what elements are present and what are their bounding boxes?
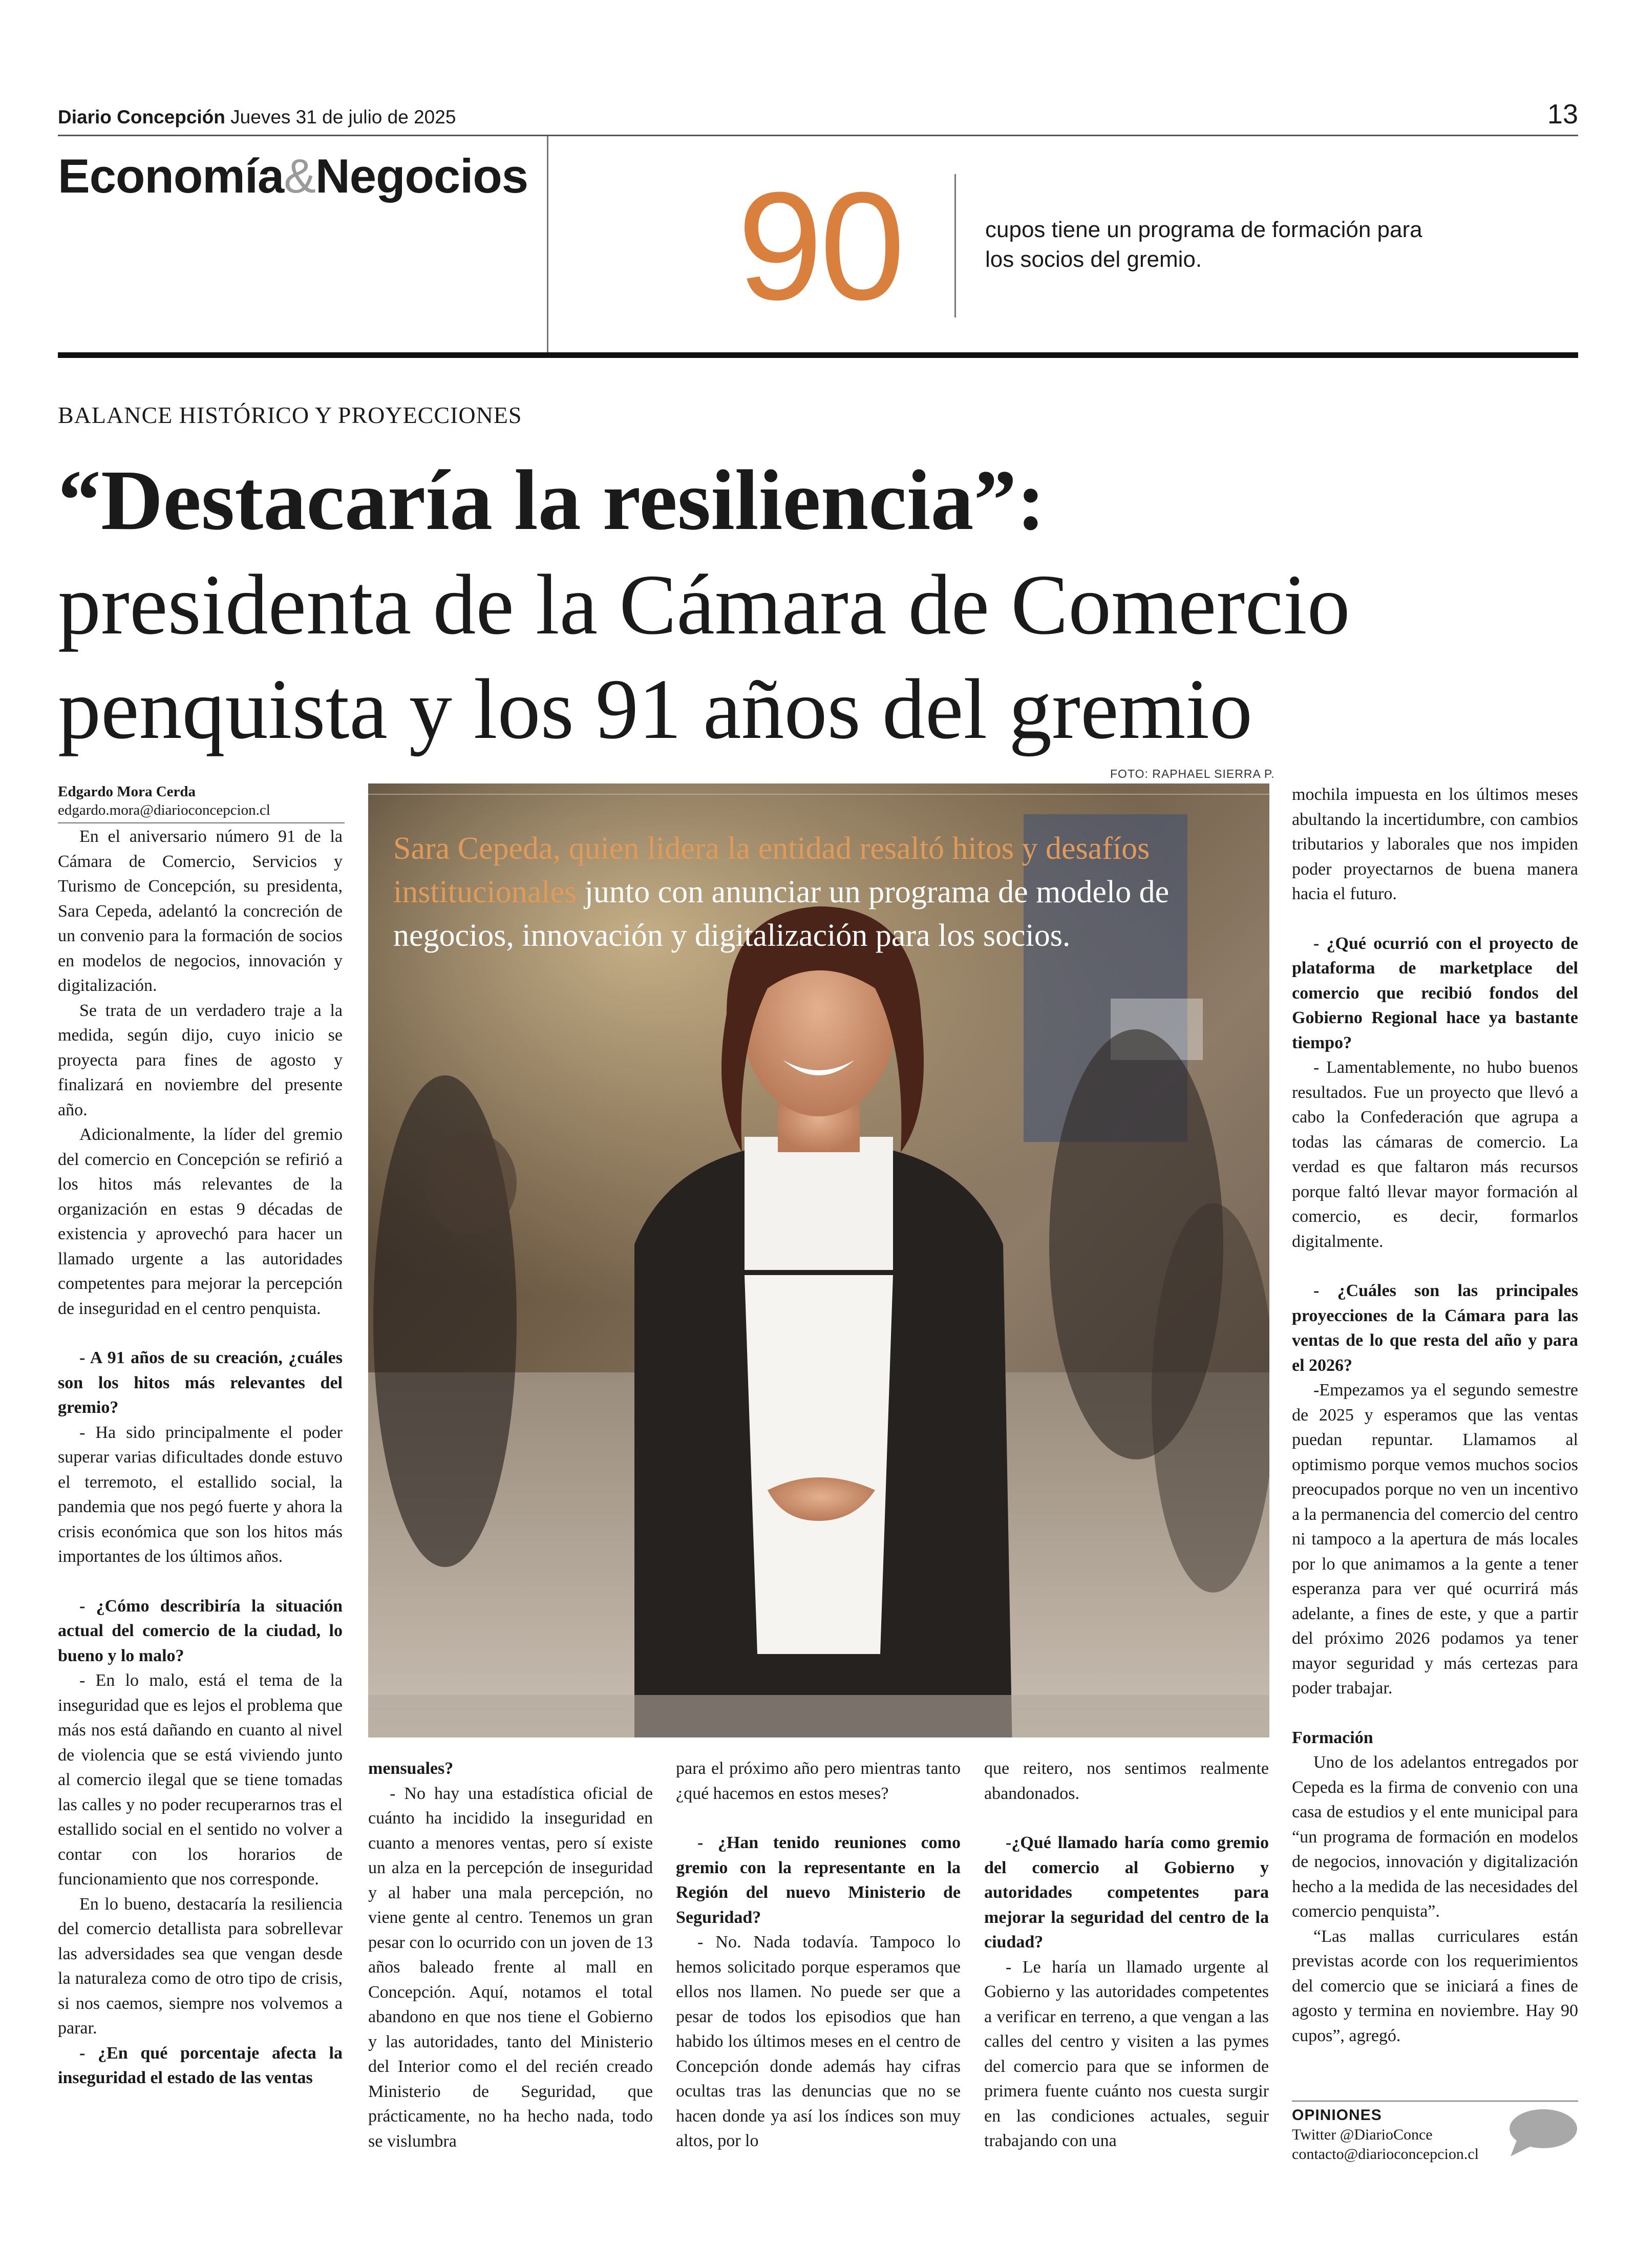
photo-credit: FOTO: RAPHAEL SIERRA P. <box>1110 767 1275 780</box>
opinions-label: OPINIONES <box>1292 2107 1382 2124</box>
photo-caption <box>393 827 1259 958</box>
header-thick-rule <box>58 352 1578 358</box>
interview-question: - A 91 años de su creación, ¿cuáles son los hitos más relevantes del gremio? <box>58 1348 343 1417</box>
article-headline <box>58 448 1578 761</box>
opinions-email[interactable]: contacto@diarioconcepcion.cl <box>1292 2146 1479 2163</box>
section-title-amp: & <box>284 149 315 203</box>
interview-answer: - En lo malo, está el tema de la inseguridad que es lejos el problema que más nos está dañando en cuanto al nivel de violencia que se está viviendo junto al comercio ilegal que se tiene tomadas las calles y no poder recuperarnos tras el estallido social en el sentido no volver a contar con los horarios de funcionamiento que nos corresponde. <box>58 1671 343 1889</box>
highlight-number: 90 <box>737 160 902 332</box>
body-paragraph: Adicionalmente, la líder del gremio del comercio en Concepción se refirió a los hitos más relevantes de la organización en estas 9 décadas de existencia y aprovechó para hacer un llamado urgente a las autoridades competentes para mejorar la percepción de inseguridad en el centro penquista. <box>58 1125 343 1318</box>
author-name: Edgardo Mora Cerda <box>58 783 196 800</box>
photo-caption-rest: junto con anunciar un programa de modelo de negocios, innovación y digitalización para los socios. <box>393 875 1170 953</box>
interview-answer-continued: mochila impuesta en los últimos meses abultando la incertidumbre, con cambios tributarios y laborales que nos impiden poder proyectarnos de buena manera hacia el futuro. <box>1292 785 1578 903</box>
interview-answer: - No hay una estadística oficial de cuánto ha incidido la inseguridad en cuanto a menores ventas, pero sí existe un alza en la percepción de inseguridad y al haber una mala percepción, no viene gente al centro. Tenemos un gran pesar con lo ocurrido con un joven de 13 años baleado frente al mall en Concepción. Aquí, notamos el total abandono en que nos tiene el Gobierno y las autoridades, tanto del Ministerio del Interior como el del recién creado Ministerio de Seguridad, que prácticamente, no ha hecho nada, todo se vislumbra <box>368 1784 653 2151</box>
opinions-rule <box>1292 2101 1578 2102</box>
subheading: Formación <box>1292 1728 1373 1747</box>
article-kicker: BALANCE HISTÓRICO Y PROYECCIONES <box>58 402 522 428</box>
interview-answer: - No. Nada todavía. Tampoco lo hemos solicitado porque esperamos que ellos nos llamen. No puede ser que a pesar de todos los episodios que han habido los últimos meses en el centro de Concepción donde además hay cifras ocultas tras las denuncias que no se hacen donde ya así los índices son muy altos, por lo <box>676 1933 961 2150</box>
publication-name: Diario Concepción <box>58 107 225 128</box>
interview-question: - ¿Han tenido reuniones como gremio con la representante en la Región del nuevo Ministerio de Seguridad? <box>676 1833 961 1927</box>
publication-date: Jueves 31 de julio de 2025 <box>230 107 456 128</box>
interview-answer-continued: para el próximo año pero mientras tanto ¿qué hacemos en estos meses? <box>676 1759 961 1803</box>
section-title-part2: Negocios <box>315 149 528 203</box>
interview-question: - ¿Cuáles son las principales proyecciones de la Cámara para las ventas de lo que resta del año y para el 2026? <box>1292 1281 1578 1375</box>
interview-answer-continued: que reitero, nos sentimos realmente abandonados. <box>984 1759 1269 1803</box>
interview-answer: En lo bueno, destacaría la resiliencia del comercio detallista para sobrellevar las adversidades sea que vengan desde la naturaleza como de otro tipo de crisis, si nos caemos, siempre nos volvemos a parar. <box>58 1894 343 2038</box>
interview-answer: - Lamentablemente, no hubo buenos resultados. Fue un proyecto que llevó a cabo la Confederación que agrupa a todas las cámaras de comercio. La verdad es que faltaron más recursos porque faltó llevar mayor formación al comercio, es decir, formarlos digitalmente. <box>1292 1058 1578 1251</box>
body-paragraph: Uno de los adelantos entregados por Cepeda es la firma de convenio con una casa de estudios y el ente municipal para “un programa de formación en modelos de negocios, innovación y digitalización hecho a la medida de las necesidades del comercio penquista”. <box>1292 1753 1578 1921</box>
article-column-2 <box>368 1756 653 2154</box>
interview-question: - ¿Qué ocurrió con el proyecto de plataforma de marketplace del comercio que recibió fondos del Gobierno Regional hace ya bastante tiempo? <box>1292 934 1578 1052</box>
masthead-line <box>58 107 456 128</box>
author-email: edgardo.mora@diarioconcepcion.cl <box>58 802 270 818</box>
opinions-twitter[interactable]: Twitter @DiarioConce <box>1292 2126 1433 2143</box>
headline-line3: penquista y los 91 años del gremio <box>58 662 1252 757</box>
highlight-divider <box>954 174 956 317</box>
body-paragraph: “Las mallas curriculares están previstas acorde con los requerimientos del comercio que se iniciará a fines de agosto y termina en noviembre. Hay 90 cupos”, agregó. <box>1292 1926 1578 2045</box>
speech-bubble-icon <box>1506 2107 1578 2161</box>
interview-question-continued: mensuales? <box>368 1759 454 1778</box>
article-column-1 <box>58 824 343 2091</box>
page-number: 13 <box>1547 99 1578 130</box>
interview-answer: - Ha sido principalmente el poder superar varias dificultades donde estuvo el terremoto, el estallido social, la pandemia que nos pegó fuerte y ahora la crisis económica que son los hitos más importantes de los últimos años. <box>58 1423 343 1566</box>
interview-answer: - Le haría un llamado urgente al Gobierno y las autoridades competentes a verificar en terreno, a que vengan a las calles del centro y visiten a las pymes del comercio para que se informen de primera fuente cuánto nos cuesta surgir en las condiciones actuales, seguir trabajando con una <box>984 1957 1269 2150</box>
header-rule <box>58 135 1578 136</box>
interview-answer: -Empezamos ya el segundo semestre de 2025 y esperamos que las ventas puedan repuntar. Llamamos al optimismo porque vemos muchos socios preocupados porque no ven un incentivo a la permanencia del comercio del centro ni tampoco a la apertura de más locales por lo que animamos a la gente a tener esperanza para ver qué ocurrirá más adelante, a fines de este, y que a partir del próximo 2026 podamos ya tener mayor seguridad y más certezas para poder trabajar. <box>1292 1381 1578 1698</box>
headline-bold: “Destacaría la resiliencia”: <box>58 453 1046 548</box>
body-paragraph: En el aniversario número 91 de la Cámara de Comercio, Servicios y Turismo de Concepción, su presidenta, Sara Cepeda, adelantó la concreción de un convenio para la formación de socios en modelos de negocios, innovación y digitalización. <box>58 827 343 995</box>
headline-line2: presidenta de la Cámara de Comercio <box>58 557 1350 652</box>
article-column-5 <box>1292 782 1578 2048</box>
article-column-3 <box>676 1756 961 2154</box>
byline <box>58 782 345 823</box>
article-column-4 <box>984 1756 1269 2154</box>
interview-question: -¿Qué llamado haría como gremio del comercio al Gobierno y autoridades competentes para mejorar la seguridad del centro de la ciudad? <box>984 1833 1269 1952</box>
interview-question: - ¿Cómo describiría la situación actual del comercio de la ciudad, lo bueno y lo malo? <box>58 1596 343 1665</box>
highlight-caption: cupos tiene un programa de formación para los socios del gremio. <box>985 217 1422 272</box>
opinions-box <box>1292 2106 1533 2164</box>
body-paragraph: Se trata de un verdadero traje a la medida, según dijo, cuyo inicio se proyecta para fines de agosto y finalizará en noviembre del presente año. <box>58 1001 343 1119</box>
photo-caption-accent: Sara Cepeda, quien lidera la entidad resaltó hitos y desafíos institucionales <box>393 831 1150 909</box>
section-title-part1: Economía <box>58 149 284 203</box>
header-divider <box>547 136 548 353</box>
section-title <box>58 149 528 204</box>
interview-question: - ¿En qué porcentaje afecta la inseguridad el estado de las ventas <box>58 2043 343 2087</box>
